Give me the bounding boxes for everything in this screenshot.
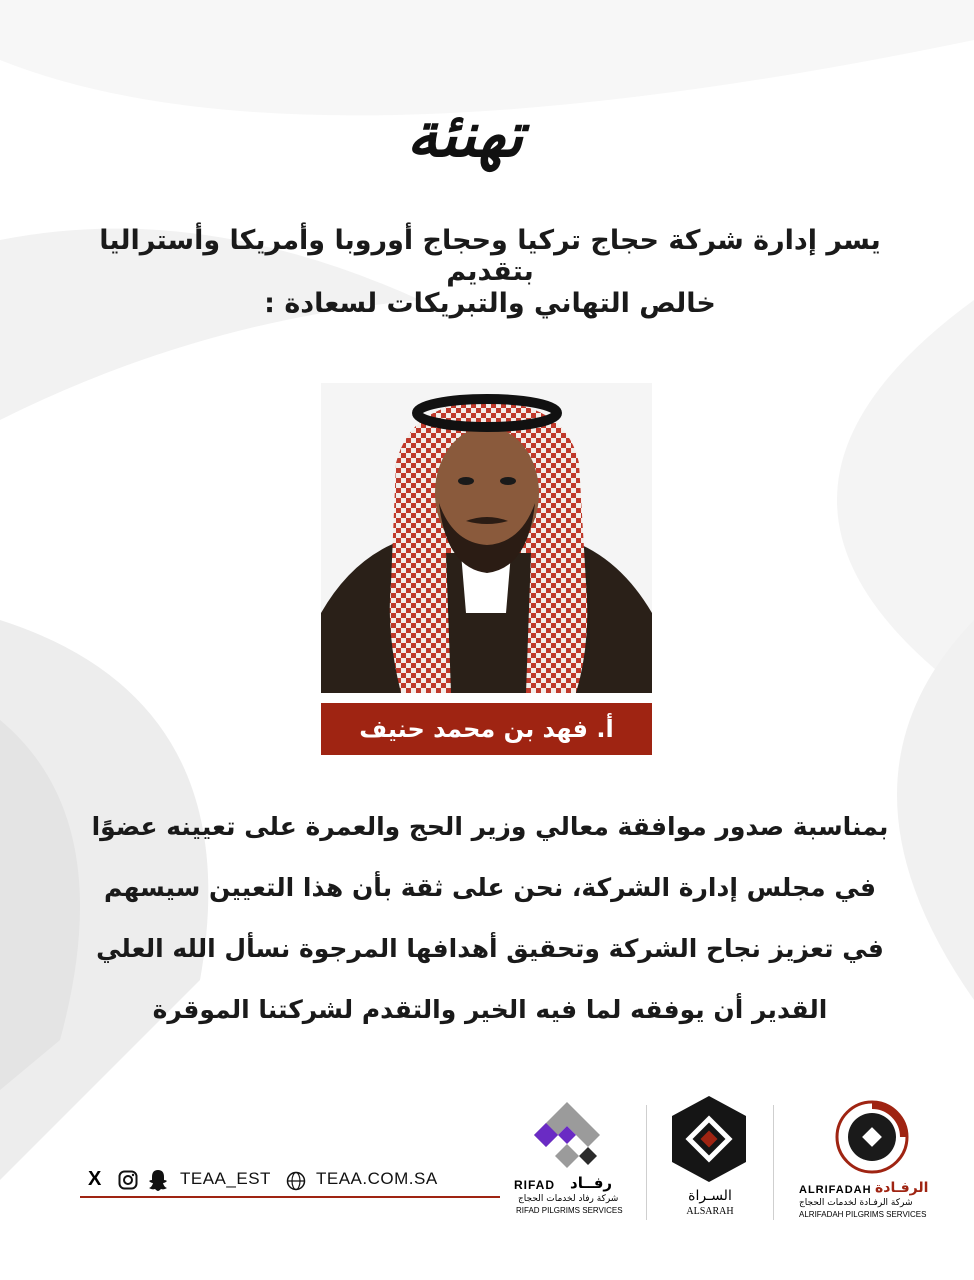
intro-line-1: يسر إدارة شركة حجاج تركيا وحجاج أوروبا وأمريكا وأستراليا بتقديم xyxy=(99,225,881,287)
intro-line-2: خالص التهاني والتبريكات لسعادة : xyxy=(264,288,716,319)
social-handle: TEAA_EST xyxy=(180,1169,271,1188)
alrifadah-mark-icon xyxy=(833,1098,911,1176)
alsarah-logo xyxy=(660,1092,760,1222)
message-line-1: بمناسبة صدور موافقة معالي وزير الحج والعمرة على تعيينه عضوًا xyxy=(91,812,889,841)
message-line-3: في تعزيز نجاح الشركة وتحقيق أهدافها المرجوة نسأل الله العلي xyxy=(96,934,884,963)
x-icon[interactable]: X xyxy=(88,1168,102,1190)
logo-divider-2 xyxy=(773,1105,774,1220)
message-line-2: في مجلس إدارة الشركة، نحن على ثقة بأن هذا التعيين سيسهم xyxy=(104,873,876,902)
globe-icon xyxy=(286,1171,306,1191)
alrifadah-logo xyxy=(795,1096,945,1224)
alsarah-ar-title: السـراة xyxy=(688,1188,732,1204)
message-line-4: القدير أن يوفقه لما فيه الخير والتقدم لشركتنا الموقرة xyxy=(152,995,828,1024)
rifad-en-subtitle: RIFAD PILGRIMS SERVICES xyxy=(516,1206,623,1215)
snapchat-icon[interactable] xyxy=(148,1169,168,1191)
rifad-ar-subtitle: شركة رفاد لخدمات الحجاج xyxy=(518,1194,619,1204)
portrait-photo xyxy=(321,383,652,693)
rifad-mark-icon xyxy=(532,1100,602,1170)
rifad-en-title: RIFAD xyxy=(514,1178,555,1192)
alrifadah-ar-subtitle: شركة الرفـادة لخدمات الحجاج xyxy=(799,1198,913,1208)
footer-contact xyxy=(88,1168,508,1194)
alsarah-en-title: ALSARAH xyxy=(686,1206,734,1217)
congratulations-heading: تهنئة xyxy=(406,98,524,171)
person-name-banner: أ. فهد بن محمد حنيف xyxy=(321,703,652,755)
alsarah-mark-icon xyxy=(666,1094,752,1184)
logo-divider-1 xyxy=(646,1105,647,1220)
instagram-icon[interactable] xyxy=(118,1170,138,1190)
rifad-logo xyxy=(510,1098,635,1223)
alrifadah-en-subtitle: ALRIFADAH PILGRIMS SERVICES xyxy=(799,1210,927,1219)
website-link[interactable]: TEAA.COM.SA xyxy=(316,1169,438,1188)
alrifadah-ar-title: الرفـادة xyxy=(875,1180,929,1196)
rifad-ar-title: رفــاد xyxy=(570,1174,613,1192)
footer-accent-line xyxy=(80,1196,500,1198)
alrifadah-en-title: ALRIFADAH xyxy=(799,1184,872,1196)
